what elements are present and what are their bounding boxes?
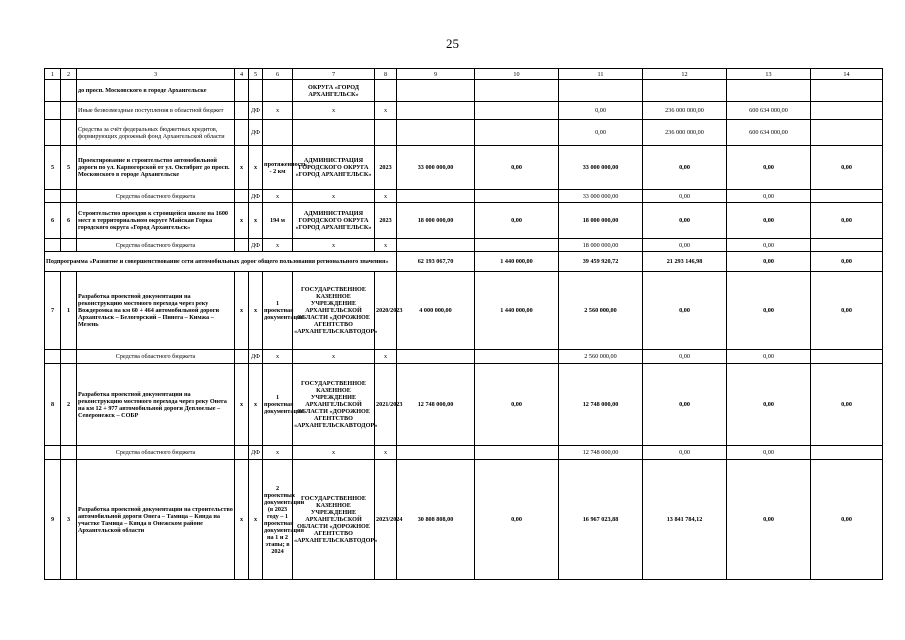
cell-years: 2023 xyxy=(375,146,397,190)
cell: протяженность - 2 км xyxy=(263,146,293,190)
table-row xyxy=(45,102,883,120)
column-number: 1 xyxy=(45,69,61,80)
cell xyxy=(397,80,475,102)
cell-amount: 0,00 xyxy=(811,364,883,446)
table-row xyxy=(45,190,883,203)
cell xyxy=(61,446,77,460)
cell: х xyxy=(375,446,397,460)
column-number: 7 xyxy=(293,69,375,80)
subprogram-title: Подпрограмма «Развитие и совершенствование сети автомобильных дорог общего пользования регионального значения» xyxy=(45,252,397,272)
cell xyxy=(811,239,883,252)
cell xyxy=(61,190,77,203)
cell: 12 748 000,00 xyxy=(559,446,643,460)
column-number: 6 xyxy=(263,69,293,80)
cell xyxy=(397,446,475,460)
column-number-row xyxy=(45,69,883,80)
table-row xyxy=(45,446,883,460)
cell: ДФ xyxy=(249,102,263,120)
cell-index: 7 xyxy=(45,272,61,350)
cell xyxy=(475,446,559,460)
cell: ДФ xyxy=(249,350,263,364)
cell-amount: 13 841 784,12 xyxy=(643,460,727,580)
cell: х xyxy=(235,272,249,350)
cell xyxy=(45,190,61,203)
cell-name: Средства областного бюджета xyxy=(77,239,235,252)
cell-name: Иные безвозмездные поступления в областной бюджет xyxy=(77,102,235,120)
cell-amount: 1 440 000,00 xyxy=(475,252,559,272)
cell-amount: 12 748 000,00 xyxy=(559,364,643,446)
cell-name: Строительство проездов к строящейся школе на 1600 мест в территориальном округе Майская Горка городского округа «Город Архангельск» xyxy=(77,203,235,239)
cell-amount: 0,00 xyxy=(727,272,811,350)
cell: 194 м xyxy=(263,203,293,239)
cell xyxy=(45,446,61,460)
cell: 0,00 xyxy=(727,239,811,252)
cell: х xyxy=(249,364,263,446)
cell-years: 2021/2023 xyxy=(375,364,397,446)
cell xyxy=(61,102,77,120)
cell: 18 000 000,00 xyxy=(559,239,643,252)
cell: х xyxy=(375,350,397,364)
cell-index: 5 xyxy=(61,146,77,190)
cell-amount: 62 193 067,70 xyxy=(397,252,475,272)
cell-executor: ГОСУДАРСТВЕННОЕ КАЗЕННОЕ УЧРЕЖДЕНИЕ АРХАНГЕЛЬСКОЙ ОБЛАСТИ «ДОРОЖНОЕ АГЕНТСТВО «АРХАНГЕЛЬСКАВТОДОР» xyxy=(293,364,375,446)
cell-years: 2023 xyxy=(375,203,397,239)
cell xyxy=(263,80,293,102)
cell-amount: 33 000 000,00 xyxy=(397,146,475,190)
cell: ДФ xyxy=(249,239,263,252)
cell: 600 634 000,00 xyxy=(727,102,811,120)
column-number: 9 xyxy=(397,69,475,80)
cell-amount: 16 967 023,88 xyxy=(559,460,643,580)
cell-amount: 30 808 808,00 xyxy=(397,460,475,580)
cell-name: Средства за счёт федеральных бюджетных кредитов, формирующих дорожный фонд Архангельской области xyxy=(77,120,235,146)
cell-amount: 2 560 000,00 xyxy=(559,272,643,350)
cell: х xyxy=(235,460,249,580)
cell xyxy=(45,120,61,146)
cell xyxy=(61,80,77,102)
cell xyxy=(249,80,263,102)
cell-index: 6 xyxy=(45,203,61,239)
table-row xyxy=(45,272,883,350)
column-number: 4 xyxy=(235,69,249,80)
cell-amount: 0,00 xyxy=(643,203,727,239)
cell-amount: 0,00 xyxy=(475,203,559,239)
program-table xyxy=(44,68,883,580)
cell xyxy=(235,190,249,203)
cell-amount: 0,00 xyxy=(727,252,811,272)
cell xyxy=(811,190,883,203)
cell-amount: 0,00 xyxy=(811,146,883,190)
cell xyxy=(375,80,397,102)
cell: 600 634 000,00 xyxy=(727,120,811,146)
cell xyxy=(811,350,883,364)
cell: 236 000 000,00 xyxy=(643,102,727,120)
cell xyxy=(235,102,249,120)
table-row xyxy=(45,350,883,364)
cell-index: 9 xyxy=(45,460,61,580)
cell: х xyxy=(263,446,293,460)
cell-index: 5 xyxy=(45,146,61,190)
cell xyxy=(475,350,559,364)
cell xyxy=(263,120,293,146)
cell xyxy=(235,80,249,102)
cell-amount: 0,00 xyxy=(811,460,883,580)
cell-amount: 0,00 xyxy=(727,460,811,580)
cell: х xyxy=(263,350,293,364)
cell: х xyxy=(263,190,293,203)
cell-amount: 0,00 xyxy=(727,203,811,239)
column-number: 11 xyxy=(559,69,643,80)
cell xyxy=(727,80,811,102)
cell-index: 8 xyxy=(45,364,61,446)
cell-amount: 0,00 xyxy=(727,364,811,446)
cell xyxy=(45,80,61,102)
cell xyxy=(45,102,61,120)
cell-name: Средства областного бюджета xyxy=(77,446,235,460)
cell xyxy=(235,120,249,146)
column-number: 5 xyxy=(249,69,263,80)
cell-name: Средства областного бюджета xyxy=(77,350,235,364)
cell xyxy=(397,102,475,120)
column-number: 12 xyxy=(643,69,727,80)
cell xyxy=(559,80,643,102)
cell xyxy=(397,190,475,203)
cell-name: Разработка проектной документации на реконструкцию мостового перехода через реку Онега на км 12 + 977 автомобильной дороги Деплоелые – Северонежск – СОБР xyxy=(77,364,235,446)
cell-name: Проектирование и строительство автомобильной дороги по ул. Карпогорской от ул. Октябрят до просп. Московского в городе Архангельске xyxy=(77,146,235,190)
cell xyxy=(475,190,559,203)
cell: 0,00 xyxy=(643,446,727,460)
cell xyxy=(235,239,249,252)
cell: х xyxy=(235,364,249,446)
cell-name: Разработка проектной документации на реконструкцию мостового перехода через реку Вождеромка на км 60 + 464 автомобильной дороги Архангельск – Белогорский – Пинега – Кимжа – Мезень xyxy=(77,272,235,350)
cell: х xyxy=(375,190,397,203)
cell xyxy=(811,102,883,120)
column-number: 10 xyxy=(475,69,559,80)
cell: х xyxy=(375,239,397,252)
cell-executor: ОКРУГА «ГОРОД АРХАНГЕЛЬСК» xyxy=(293,80,375,102)
cell xyxy=(475,102,559,120)
column-number: 2 xyxy=(61,69,77,80)
cell: 0,00 xyxy=(643,190,727,203)
cell-amount: 0,00 xyxy=(811,252,883,272)
cell-amount: 18 000 000,00 xyxy=(397,203,475,239)
table-row xyxy=(45,239,883,252)
cell-amount: 0,00 xyxy=(475,460,559,580)
table-row xyxy=(45,146,883,190)
cell xyxy=(811,446,883,460)
table-row xyxy=(45,203,883,239)
cell-executor: АДМИНИСТРАЦИЯ ГОРОДСКОГО ОКРУГА «ГОРОД АРХАНГЕЛЬСК» xyxy=(293,203,375,239)
cell: ДФ xyxy=(249,190,263,203)
cell xyxy=(375,120,397,146)
cell-executor: АДМИНИСТРАЦИЯ ГОРОДСКОГО ОКРУГА «ГОРОД АРХАНГЕЛЬСК» xyxy=(293,146,375,190)
cell xyxy=(811,80,883,102)
cell-index: 1 xyxy=(61,272,77,350)
cell-amount: 1 440 000,00 xyxy=(475,272,559,350)
page-number: 25 xyxy=(446,36,459,51)
table-row xyxy=(45,80,883,102)
cell-name: Средства областного бюджета xyxy=(77,190,235,203)
cell: ДФ xyxy=(249,120,263,146)
table-row xyxy=(45,364,883,446)
cell: 1 проектная документация xyxy=(263,364,293,446)
cell xyxy=(45,239,61,252)
cell: х xyxy=(293,446,375,460)
cell-amount: 0,00 xyxy=(811,203,883,239)
column-number: 13 xyxy=(727,69,811,80)
cell: х xyxy=(293,239,375,252)
cell: х xyxy=(249,460,263,580)
cell: 2 560 000,00 xyxy=(559,350,643,364)
cell: 0,00 xyxy=(559,120,643,146)
cell: 2 проектных документации (в 2023 году – 1 проектная документация на 1 и 2 этапы; в 2024 xyxy=(263,460,293,580)
cell xyxy=(397,120,475,146)
cell xyxy=(61,239,77,252)
cell-years: 2023/2024 xyxy=(375,460,397,580)
cell-amount: 12 748 000,00 xyxy=(397,364,475,446)
cell-executor: ГОСУДАРСТВЕННОЕ КАЗЕННОЕ УЧРЕЖДЕНИЕ АРХАНГЕЛЬСКОЙ ОБЛАСТИ «ДОРОЖНОЕ АГЕНТСТВО «АРХАНГЕЛЬСКАВТОДОР» xyxy=(293,460,375,580)
cell: 33 000 000,00 xyxy=(559,190,643,203)
cell: х xyxy=(263,239,293,252)
cell xyxy=(475,239,559,252)
cell-amount: 0,00 xyxy=(811,272,883,350)
cell xyxy=(235,446,249,460)
cell-index: 6 xyxy=(61,203,77,239)
cell-amount: 18 000 000,00 xyxy=(559,203,643,239)
cell-name: Разработка проектной документации на строительство автомобильной дороги Онега – Тамица – Кянда на участке Тамица – Кянда в Онежском районе Архангельской области xyxy=(77,460,235,580)
cell: х xyxy=(293,350,375,364)
cell xyxy=(397,350,475,364)
cell: 0,00 xyxy=(727,190,811,203)
cell-index: 2 xyxy=(61,364,77,446)
table-row xyxy=(45,120,883,146)
cell-amount: 0,00 xyxy=(643,272,727,350)
cell-amount: 21 293 146,98 xyxy=(643,252,727,272)
cell-amount: 4 000 000,00 xyxy=(397,272,475,350)
cell-amount: 39 459 920,72 xyxy=(559,252,643,272)
cell-amount: 0,00 xyxy=(643,146,727,190)
cell: х xyxy=(235,203,249,239)
cell: 1 проектная документация xyxy=(263,272,293,350)
cell: ДФ xyxy=(249,446,263,460)
cell-years: 2020/2023 xyxy=(375,272,397,350)
cell xyxy=(293,120,375,146)
column-number: 3 xyxy=(77,69,235,80)
cell-amount: 0,00 xyxy=(475,364,559,446)
cell xyxy=(475,80,559,102)
cell-amount: 0,00 xyxy=(643,364,727,446)
cell: 0,00 xyxy=(643,350,727,364)
cell-amount: 0,00 xyxy=(727,146,811,190)
cell xyxy=(61,120,77,146)
cell xyxy=(811,120,883,146)
cell: х xyxy=(263,102,293,120)
cell: 0,00 xyxy=(727,446,811,460)
cell-amount: 33 000 000,00 xyxy=(559,146,643,190)
column-number: 8 xyxy=(375,69,397,80)
column-number: 14 xyxy=(811,69,883,80)
cell xyxy=(235,350,249,364)
cell-amount: 0,00 xyxy=(475,146,559,190)
cell: х xyxy=(249,203,263,239)
cell-executor: ГОСУДАРСТВЕННОЕ КАЗЕННОЕ УЧРЕЖДЕНИЕ АРХАНГЕЛЬСКОЙ ОБЛАСТИ «ДОРОЖНОЕ АГЕНТСТВО «АРХАНГЕЛЬСКАВТОДОР» xyxy=(293,272,375,350)
cell xyxy=(475,120,559,146)
cell-name: до просп. Московского в городе Архангельске xyxy=(77,80,235,102)
table-row xyxy=(45,460,883,580)
cell xyxy=(643,80,727,102)
cell: х xyxy=(249,272,263,350)
cell: х xyxy=(293,102,375,120)
cell: х xyxy=(375,102,397,120)
cell xyxy=(397,239,475,252)
cell: х xyxy=(293,190,375,203)
cell: х xyxy=(249,146,263,190)
cell-index: 3 xyxy=(61,460,77,580)
subprogram-row xyxy=(45,252,883,272)
cell: 0,00 xyxy=(727,350,811,364)
cell: х xyxy=(235,146,249,190)
cell xyxy=(45,350,61,364)
cell xyxy=(61,350,77,364)
cell: 0,00 xyxy=(643,239,727,252)
cell: 236 000 000,00 xyxy=(643,120,727,146)
cell: 0,00 xyxy=(559,102,643,120)
